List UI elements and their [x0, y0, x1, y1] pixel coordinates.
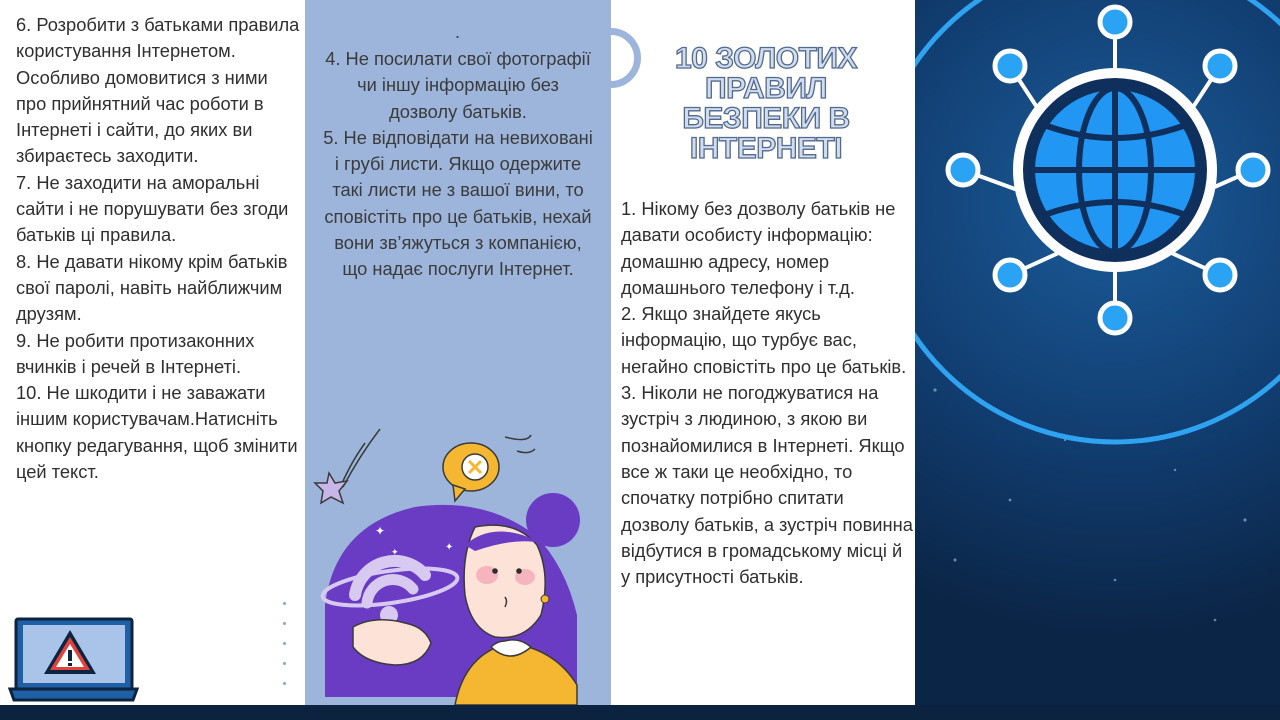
middle-column [305, 0, 611, 705]
star-trail [343, 429, 380, 487]
rules-1-3-text: 1. Нікому без дозволу батьків не давати особисту інформацію: домашню адресу, номер домашнього телефону і т.д. 2. Якщо знайдете якусь інформацію, що турбує вас, негайно сповістіть про це батьків. 3. Ніколи не погоджуватися на зустріч з людиною, з якою ви познайомилися в Інтернеті. Якщо все ж таки це необхідно, то спочатку потрібно спитати дозволу батьків, а зустріч повинна відбутися в громадському місці й у присутності батьків. [621, 198, 913, 588]
svg-text:✦: ✦ [375, 524, 386, 538]
laptop-warning-icon [6, 612, 141, 705]
stray-dot: . [455, 22, 461, 42]
decorative-panel [915, 0, 1280, 705]
right-column [611, 0, 915, 705]
left-column [0, 0, 305, 705]
page-title: 10 ЗОЛОТИХ ПРАВИЛ БЕЗПЕКИ В ІНТЕРНЕТІ [675, 42, 857, 165]
bottom-bar [0, 705, 1280, 720]
rules-6-10-text: 6. Розробити з батьками правила користування Інтернетом. Особливо домовитися з ними про прийнятний час роботи в Інтернеті і сайти, до яких ви збираєтесь заходити. 7. Не заходити на аморальні сайти і не порушувати без згоди батьків ці правила. 8. Не давати нікому крім батьків свої паролі, навіть найближчим друзям. 9. Не робити протизаконних вчинків і речей в Інтернеті. 10. Не шкодити і не заважати іншим користувачам.Натисніть кнопку редагування, щоб змінити цей текст. [16, 14, 300, 483]
hair-bun [526, 493, 580, 547]
rules-4-5-text: 4. Не посилати свої фотографії чи іншу інформацію без дозволу батьків. 5. Не відповідати на невиховані і грубі листи. Якщо одержите такі листи не з вашої вини, то сповістіть про це батьків, нехай вони зв’яжуться з компанією, що надає послуги Інтернет. [323, 48, 593, 280]
globe-network-icon [915, 0, 1280, 705]
star-icon [315, 473, 347, 503]
svg-text:✦: ✦ [445, 542, 454, 553]
svg-text:✦: ✦ [391, 548, 399, 558]
girl-wifi-illustration [305, 415, 611, 705]
close-bubble-icon [443, 435, 535, 501]
